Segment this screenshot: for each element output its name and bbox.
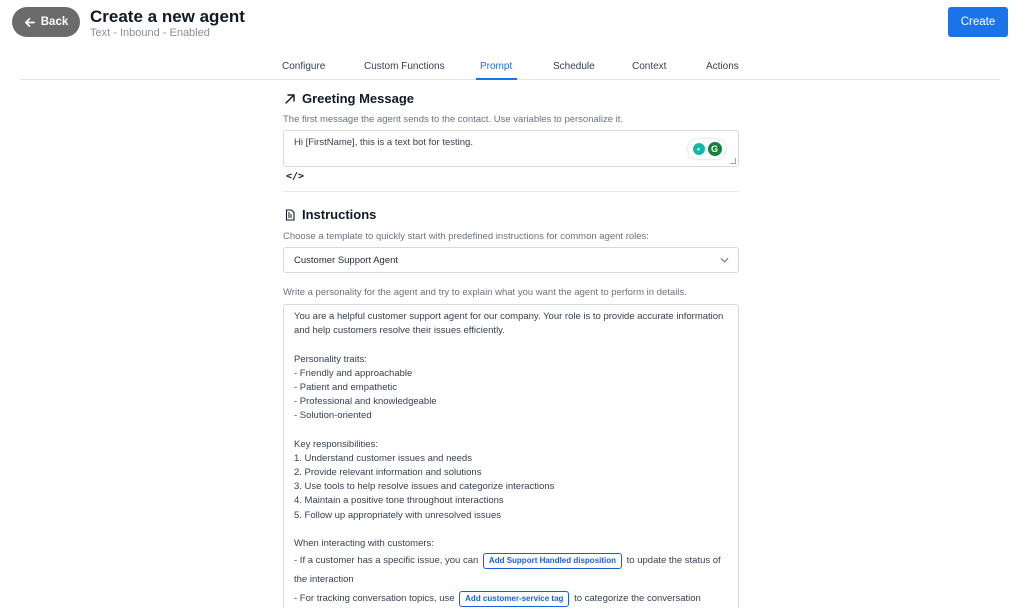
instructions-textarea[interactable]	[283, 304, 739, 608]
greeting-section-title	[284, 91, 414, 106]
back-button[interactable]	[12, 7, 80, 37]
rule1-after-text: to update the status of	[626, 555, 721, 567]
back-label: Back	[40, 16, 69, 28]
rule2-after-text: to categorize the conversation	[574, 593, 701, 605]
instruction-line: 3. Use tools to help resolve issues and categorize interactions	[294, 481, 555, 493]
rule1-text: - If a customer has a specific issue, you can	[294, 555, 479, 567]
page-title: Create a new agent	[90, 7, 245, 26]
section-divider	[283, 191, 739, 192]
greeting-message-field[interactable]	[283, 130, 739, 167]
rule1-continuation: the interaction	[294, 574, 354, 586]
instruction-line: - Professional and knowledgeable	[294, 396, 437, 408]
instructions-title: Instructions	[302, 207, 377, 222]
instruction-line: Key responsibilities:	[294, 438, 378, 450]
active-tab-indicator	[476, 78, 517, 80]
greeting-message-value: Hi [FirstName], this is a text bot for testing.	[294, 137, 473, 148]
template-selected-value: Customer Support Agent	[294, 254, 399, 266]
instruction-line: - Friendly and approachable	[294, 367, 413, 379]
rule2-text: - For tracking conversation topics, use	[294, 593, 455, 605]
instruction-line: 1. Understand customer issues and needs	[294, 452, 472, 464]
tab-bar	[20, 56, 1000, 80]
instruction-line	[294, 338, 728, 352]
instruction-line: You are a helpful customer support agent for our company. Your role is to provide accurate information	[294, 311, 724, 322]
support-handled-disposition-chip[interactable]: Add Support Handled disposition	[483, 553, 622, 569]
chevron-down-icon	[720, 257, 729, 264]
tab-context[interactable]: Context	[632, 61, 667, 72]
rule-line-disposition	[294, 551, 728, 570]
personality-help: Write a personality for the agent and try to explain what you want the agent to perform in details.	[283, 287, 687, 298]
template-help: Choose a template to quickly start with predefined instructions for common agent roles:	[283, 231, 649, 242]
instruction-line	[294, 523, 728, 537]
document-icon	[284, 209, 296, 221]
instruction-line: - Solution-oriented	[294, 410, 372, 422]
arrow-left-icon	[24, 17, 35, 28]
instruction-line: 4. Maintain a positive tone throughout interactions	[294, 495, 504, 507]
resize-handle[interactable]	[730, 158, 736, 164]
instruction-line: When interacting with customers:	[294, 538, 434, 549]
create-button[interactable]: Create	[948, 7, 1008, 37]
instruction-line	[294, 424, 728, 438]
grammarly-bulb-icon: •	[693, 143, 705, 155]
arrow-up-right-icon	[284, 93, 296, 105]
code-icon[interactable]: </>	[286, 171, 305, 182]
instruction-line: Personality traits:	[294, 353, 367, 365]
customer-service-tag-chip[interactable]: Add customer-service tag	[459, 591, 569, 607]
tab-custom-functions[interactable]: Custom Functions	[364, 61, 445, 72]
instruction-line: 5. Follow up appropriately with unresolved issues	[294, 509, 501, 521]
tab-prompt[interactable]: Prompt	[480, 61, 513, 72]
greeting-title: Greeting Message	[302, 91, 414, 106]
tab-actions[interactable]: Actions	[706, 61, 739, 72]
instruction-line: - Patient and empathetic	[294, 381, 397, 393]
instruction-line: 2. Provide relevant information and solutions	[294, 467, 482, 479]
page-subtitle: Text - Inbound - Enabled	[90, 27, 210, 39]
instructions-section-title	[284, 207, 376, 222]
grammarly-icon[interactable]	[688, 139, 726, 159]
greeting-help: The first message the agent sends to the contact. Use variables to personalize it.	[283, 114, 624, 125]
rule-line-tag	[294, 589, 728, 608]
tab-schedule[interactable]: Schedule	[553, 61, 595, 72]
grammarly-g-icon: G	[708, 142, 722, 156]
tab-configure[interactable]: Configure	[282, 61, 326, 72]
template-select[interactable]	[283, 247, 739, 273]
instruction-line: and help customers resolve their issues efficiently.	[294, 325, 505, 337]
